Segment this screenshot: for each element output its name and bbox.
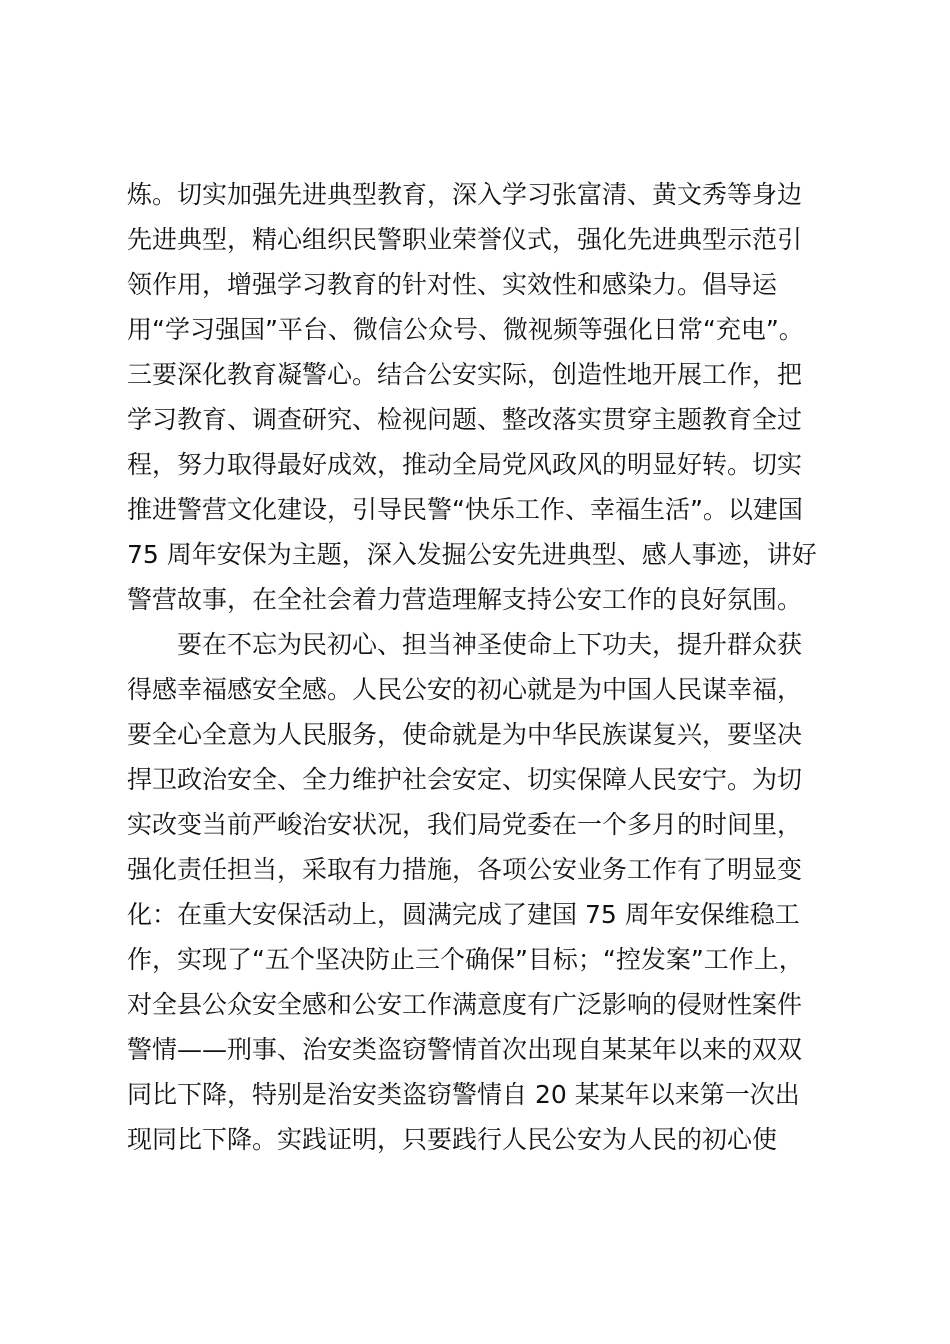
text-line: 推进警营文化建设，引导民警“快乐工作、幸福生活”。以建国 [127,495,803,524]
text-line: 炼。切实加强先进典型教育，深入学习张富清、黄文秀等身边 [127,180,803,209]
text-line: 领作用，增强学习教育的针对性、实效性和感染力。倡导运 [127,270,778,299]
text-line: 学习教育、调查研究、检视问题、整改落实贯穿主题教育全过 [127,405,803,434]
paragraph-start-line: 要在不忘为民初心、担当神圣使命上下功夫，提升群众获 [127,630,803,659]
text-line: 实改变当前严峻治安状况，我们局党委在一个多月的时间里， [127,810,803,839]
text-line: 75 周年安保为主题，深入发掘公安先进典型、感人事迹，讲好 [127,540,817,569]
text-line: 强化责任担当，采取有力措施，各项公安业务工作有了明显变 [127,855,803,884]
text-line: 警营故事，在全社会着力营造理解支持公安工作的良好氛围。 [127,585,803,614]
text-line: 现同比下降。实践证明，只要践行人民公安为人民的初心使 [127,1125,778,1154]
text-line: 得感幸福感安全感。人民公安的初心就是为中国人民谋幸福， [127,675,803,704]
text-line: 同比下降，特别是治安类盗窃警情自 20 某某年以来第一次出 [127,1080,800,1109]
text-line: 作，实现了“五个坚决防止三个确保”目标；“控发案”工作上， [127,945,804,974]
text-line: 对全县公众安全感和公安工作满意度有广泛影响的侵财性案件 [127,990,803,1019]
text-line: 程，努力取得最好成效，推动全局党风政风的明显好转。切实 [127,450,803,479]
text-line: 要全心全意为人民服务，使命就是为中华民族谋复兴，要坚决 [127,720,803,749]
text-line: 用“学习强国”平台、微信公众号、微视频等强化日常“充电”。 [127,315,804,344]
text-line: 化：在重大安保活动上，圆满完成了建国 75 周年安保维稳工 [127,900,800,929]
text-line: 警情——刑事、治安类盗窃警情首次出现自某某年以来的双双 [127,1035,803,1064]
body-text [127,172,847,1162]
text-line: 先进典型，精心组织民警职业荣誉仪式，强化先进典型示范引 [127,225,803,254]
text-line: 三要深化教育凝警心。结合公安实际，创造性地开展工作，把 [127,360,803,389]
text-line: 捍卫政治安全、全力维护社会安定、切实保障人民安宁。为切 [127,765,803,794]
